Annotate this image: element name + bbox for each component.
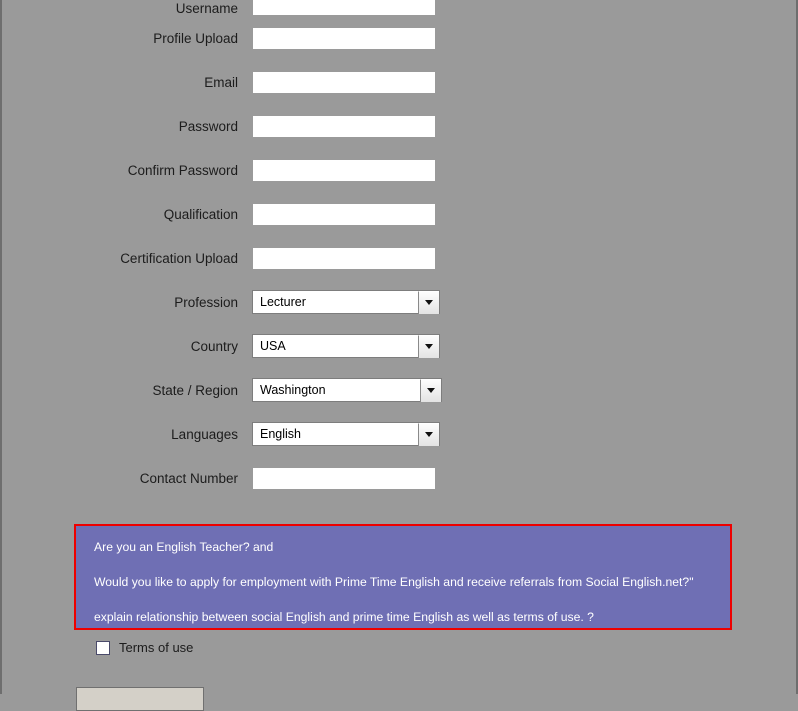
notice-line-2: Would you like to apply for employment with Prime Time English and receive referrals from Social English.net?" [94,575,694,589]
country-select-value: USA [260,339,286,353]
form-row-state-region [2,368,796,412]
submit-button[interactable] [76,687,204,711]
field-wrap-username [252,0,796,16]
label-username: Username [175,1,238,16]
form-row-certification-upload [2,236,796,280]
form-field-list [2,0,796,500]
form-row-qualification [2,192,796,236]
terms-of-use-checkbox[interactable] [96,641,110,655]
label-email: Email [204,74,238,90]
chevron-down-icon[interactable] [418,291,439,314]
field-wrap-password [252,115,796,138]
notice-line-3: explain relationship between social English and prime time English as well as terms of use. ? [94,610,594,624]
field-wrap-state-region [252,378,796,402]
field-wrap-profession [252,290,796,314]
form-row-confirm-password [2,148,796,192]
field-wrap-languages [252,422,796,446]
form-row-profession [2,280,796,324]
field-wrap-email [252,71,796,94]
label-qualification: Qualification [163,206,238,222]
state-region-select-value: Washington [260,383,326,397]
terms-of-use-label: Terms of use [119,640,194,655]
form-row-email [2,60,796,104]
label-country: Country [190,338,238,354]
terms-of-use-row [2,640,796,655]
label-confirm-password: Confirm Password [127,162,238,178]
password-input[interactable] [252,115,436,138]
field-wrap-contact-number [252,467,796,490]
field-wrap-qualification [252,203,796,226]
state-region-select[interactable] [252,378,442,402]
label-contact-number: Contact Number [139,470,238,486]
certification-upload-input[interactable] [252,247,436,270]
form-row-languages [2,412,796,456]
field-wrap-confirm-password [252,159,796,182]
chevron-down-icon[interactable] [418,335,439,358]
profession-select-value: Lecturer [260,295,306,309]
form-row-country [2,324,796,368]
form-row-password [2,104,796,148]
form-row-username [2,0,796,16]
notice-panel [74,524,732,630]
username-input[interactable] [252,0,436,16]
label-state-region: State / Region [152,382,238,398]
notice-line-1: Are you an English Teacher? and [94,540,274,554]
label-languages: Languages [171,426,238,442]
email-input[interactable] [252,71,436,94]
profession-select[interactable] [252,290,440,314]
field-wrap-country [252,334,796,358]
label-certification-upload: Certification Upload [120,250,238,266]
confirm-password-input[interactable] [252,159,436,182]
profile-upload-input[interactable] [252,27,436,50]
label-password: Password [178,118,238,134]
contact-number-input[interactable] [252,467,436,490]
chevron-down-icon[interactable] [418,423,439,446]
chevron-down-icon[interactable] [420,379,441,402]
languages-select-value: English [260,427,301,441]
form-row-contact-number [2,456,796,500]
label-profession: Profession [174,294,238,310]
form-row-profile-upload [2,16,796,60]
qualification-input[interactable] [252,203,436,226]
languages-select[interactable] [252,422,440,446]
field-wrap-certification-upload [252,247,796,270]
field-wrap-profile-upload [252,27,796,50]
label-profile-upload: Profile Upload [153,30,238,46]
country-select[interactable] [252,334,440,358]
